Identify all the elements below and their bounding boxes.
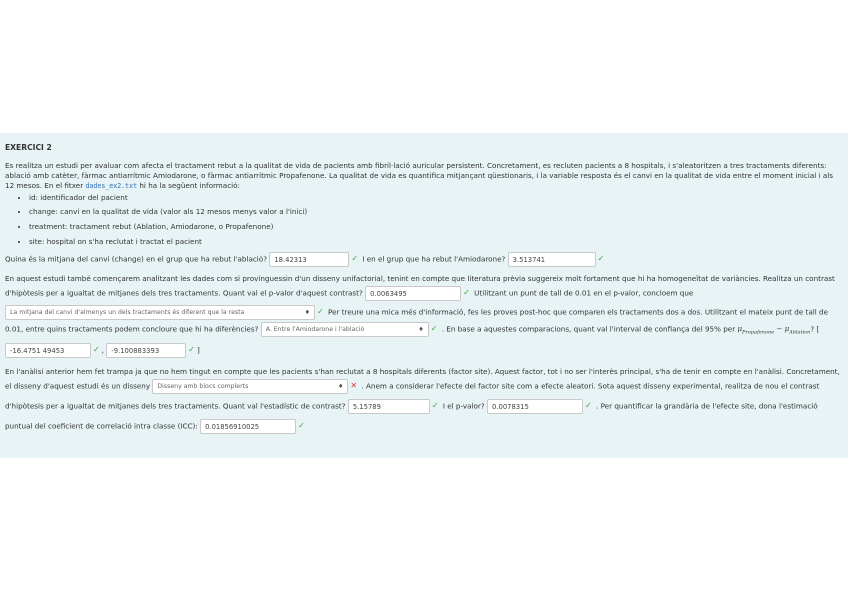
mu-sub-2: Ablation bbox=[789, 329, 811, 336]
p2-line-4-post: . En base a aquestes comparacions, quant val l'interval de confiança del 95% per bbox=[441, 324, 736, 334]
mu-minus: − bbox=[776, 325, 783, 334]
q1-text: Quina és la mitjana del canvi (change) en el grup que ha rebut l'ablació? bbox=[5, 254, 268, 264]
check-icon: ✓ bbox=[430, 324, 438, 333]
design-select-value: Disseny amb blocs complerts bbox=[157, 382, 249, 390]
chevron-down-icon: ♦ bbox=[338, 382, 344, 390]
check-icon: ✓ bbox=[351, 254, 359, 264]
p2-line-2-post: Utilitzant un punt de tall de 0.01 en el p-valor, concloem que bbox=[474, 288, 694, 298]
data-file-link[interactable]: dades_ex2.txt bbox=[85, 181, 138, 190]
check-icon: ✓ bbox=[585, 401, 592, 411]
conclusion-select[interactable] bbox=[5, 305, 315, 320]
question-1 bbox=[5, 252, 843, 267]
mu-symbol-1: μ bbox=[737, 325, 743, 334]
p2-line-1: En aquest estudi també començarem analitzant les dades com si provinguessin d'un disseny unifactorial, tenint en compte que literatura prèvia suggereix molt fortament que hi ha homogeneïtat de variàncies. Realitza un contrast bbox=[5, 274, 835, 284]
intro-line-3-pre: 12 mesos. En el fitxer bbox=[5, 180, 84, 190]
variable-item-id: • id: identificador del pacient bbox=[29, 193, 843, 203]
check-icon: ✓ bbox=[431, 401, 439, 411]
cross-icon: ✕ bbox=[350, 381, 358, 391]
intro-line-1: Es realitza un estudi per avaluar com afecta el tractament rebut a la qualitat de vida de pacients amb fibril·lació auricular persistent. Concretament, es recluten pacients a 8 hospitals, i s'aleatoritzen a tres tractaments diferents: bbox=[5, 161, 827, 171]
mu-formula bbox=[737, 325, 811, 336]
mu-sub-1: Propafenone bbox=[742, 329, 775, 336]
p2-line-2-pre: d'hipòtesis per a igualtat de mitjanes dels tres tractaments. Quant val el p-valor d'aquest contrast? bbox=[5, 288, 363, 298]
check-icon: ✓ bbox=[93, 345, 100, 355]
p3-line-3-post: . Per quantificar la grandària de l'efecte site, dona l'estimació bbox=[596, 401, 818, 411]
check-icon: ✓ bbox=[463, 288, 470, 297]
check-icon: ✓ bbox=[317, 307, 324, 316]
p2-line-3: Per treure una mica més d'informació, fes les proves post-hoc que comparen els tractaments dos a dos. Utilitzant el mateix punt de tall de bbox=[328, 307, 829, 317]
intro-line-2: ablació amb catèter, fàrmac antiarrítmic Amiodarone, o fàrmac antiarrítmic Propafenone. La qualitat de vida es quantifica mitjançant qüestionaris, i la variable resposta és el canvi en la qualitat de vida entre el moment inicial i als bbox=[5, 170, 833, 180]
conclusion-select-value: La mitjana del canvi d'almenys un dels tractaments és diferent que la resta bbox=[10, 308, 245, 316]
ci-separator: , bbox=[101, 345, 104, 355]
intro-line-3 bbox=[5, 181, 843, 191]
amiodarone-mean-input[interactable]: 3.513741 bbox=[508, 252, 596, 267]
exercise-panel bbox=[0, 133, 848, 458]
p3-line-3-mid: I el p-valor? bbox=[442, 401, 485, 411]
design-select[interactable] bbox=[152, 379, 348, 394]
paragraph-3 bbox=[5, 366, 843, 434]
variable-item-site: • site: hospital on s'ha reclutat i tractat el pacient bbox=[29, 237, 843, 247]
check-icon: ✓ bbox=[597, 254, 605, 264]
ci-upper-input[interactable]: -9.100883393 bbox=[106, 343, 186, 358]
p3-line-3-pre: d'hipòtesis per a igualtat de mitjanes dels tres tractaments. Quant val l'estadístic de contrast? bbox=[5, 401, 346, 411]
variable-item-change: • change: canvi en la qualitat de vida (valor als 12 mesos menys valor a l'inici) bbox=[29, 207, 843, 217]
p3-line-2-post: . Anem a considerar l'efecte del factor site com a efecte aleatori. Sota aquest disseny experimental, realitza de nou el contrast bbox=[361, 381, 820, 391]
exercise-title: EXERCICI 2 bbox=[5, 143, 52, 152]
p3-line-2-pre: el disseny d'aquest estudi és un disseny bbox=[5, 381, 151, 391]
p2-line-4-pre: 0.01, entre quins tractaments podem concloure que hi ha diferències? bbox=[5, 324, 259, 334]
mu-symbol-2: μ bbox=[784, 325, 790, 334]
ci-close: ] bbox=[197, 345, 200, 355]
chevron-down-icon: ♦ bbox=[304, 308, 310, 316]
chevron-down-icon: ♦ bbox=[418, 325, 424, 333]
ci-lower-input[interactable]: -16.4751 49453 bbox=[5, 343, 91, 358]
pvalue2-input[interactable]: 0.0078315 bbox=[487, 399, 583, 414]
ablation-mean-input[interactable]: 18.42313 bbox=[269, 252, 349, 267]
ci-open: ? [ bbox=[810, 324, 820, 334]
statistic-input[interactable]: 5.15789 bbox=[348, 399, 430, 414]
variable-list bbox=[5, 193, 843, 247]
pair-select-value: A. Entre l'Amiodarone i l'ablació bbox=[265, 325, 365, 333]
intro-line-3-post: hi ha la següent informació: bbox=[139, 180, 240, 190]
pvalue-input[interactable]: 0.0063495 bbox=[365, 286, 461, 301]
pair-select[interactable] bbox=[261, 322, 429, 337]
variable-item-treatment: • treatment: tractament rebut (Ablation, Amiodarone, o Propafenone) bbox=[29, 222, 843, 232]
p3-line-4-pre: puntual del coeficient de correlació intra classe (ICC): bbox=[5, 421, 198, 431]
p3-line-1: En l'anàlisi anterior hem fet trampa ja que no hem tingut en compte que les pacients s'han reclutat a 8 hospitals diferents (factor site). Aquest factor, tot i no ser l'interès principal, s'ha de tenir en compte en l'anàlisi. Concretament, bbox=[5, 367, 840, 377]
paragraph-2 bbox=[5, 273, 843, 358]
check-icon: ✓ bbox=[188, 345, 195, 355]
icc-input[interactable]: 0.01856910025 bbox=[200, 419, 296, 434]
q1-mid-text: I en el grup que ha rebut l'Amiodarone? bbox=[362, 254, 506, 264]
check-icon: ✓ bbox=[298, 421, 305, 431]
